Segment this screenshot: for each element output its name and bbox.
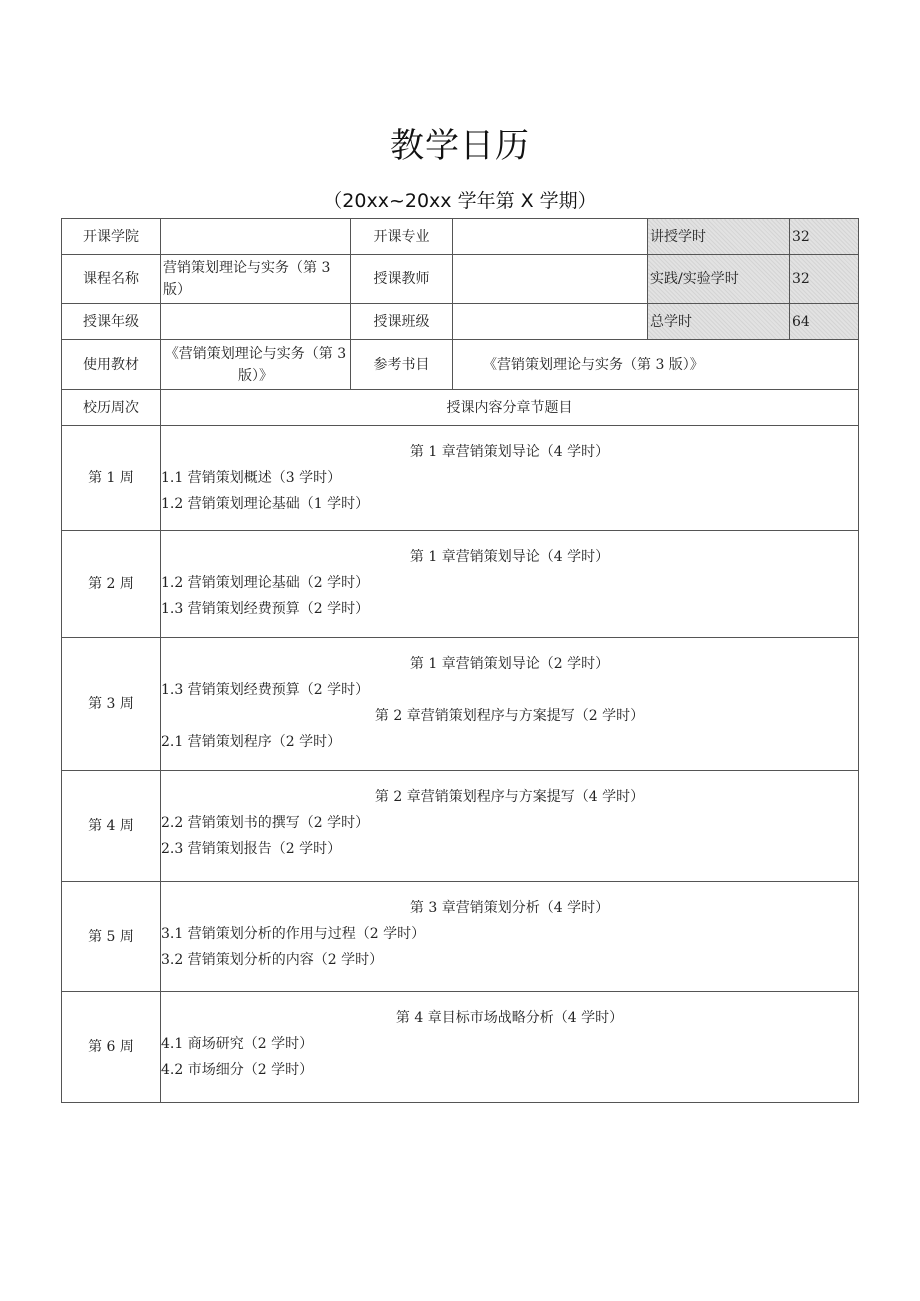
- grade-label: 授课年级: [62, 304, 161, 340]
- section-title: 2.1 营销策划程序（2 学时）: [161, 734, 342, 750]
- section-title: 1.2 营销策划理论基础（1 学时）: [161, 496, 370, 512]
- college-value: [161, 219, 351, 255]
- total-hours-label: 总学时: [648, 304, 790, 340]
- week-row: [62, 771, 859, 882]
- section-title: 4.1 商场研究（2 学时）: [161, 1036, 314, 1052]
- info-row-1: [62, 219, 859, 255]
- chapter-title: 第 1 章营销策划导论（4 学时）: [409, 549, 610, 565]
- page-title: 教学日历: [390, 126, 530, 166]
- course-value: 营销策划理论与实务（第 3 版）: [161, 255, 351, 304]
- info-row-2: [62, 255, 859, 304]
- content-column-header: 授课内容分章节题目: [161, 390, 859, 426]
- week-content: [161, 426, 859, 531]
- chapter-title: 第 3 章营销策划分析（4 学时）: [409, 900, 610, 916]
- class-label: 授课班级: [351, 304, 453, 340]
- practice-hours-value: 32: [790, 255, 859, 304]
- info-row-4: [62, 340, 859, 390]
- week-label: 第 5 周: [62, 882, 161, 992]
- college-label: 开课学院: [62, 219, 161, 255]
- section-title: 1.3 营销策划经费预算（2 学时）: [161, 682, 370, 698]
- week-row: [62, 992, 859, 1103]
- week-content: [161, 992, 859, 1103]
- lecture-hours-value: 32: [790, 219, 859, 255]
- week-row: [62, 531, 859, 638]
- major-label: 开课专业: [351, 219, 453, 255]
- practice-hours-label: 实践/实验学时: [648, 255, 790, 304]
- teaching-calendar-table: [61, 218, 859, 1103]
- week-content: [161, 531, 859, 638]
- week-content: [161, 638, 859, 771]
- week-content: [161, 882, 859, 992]
- total-hours-value: 64: [790, 304, 859, 340]
- chapter-title: 第 4 章目标市场战略分析（4 学时）: [395, 1010, 624, 1026]
- section-title: 1.1 营销策划概述（3 学时）: [161, 470, 342, 486]
- section-title: 2.3 营销策划报告（2 学时）: [161, 841, 342, 857]
- chapter-title: 第 2 章营销策划程序与方案提写（2 学时）: [374, 708, 645, 724]
- week-label: 第 4 周: [62, 771, 161, 882]
- page-subtitle: （20xx~20xx 学年第 X 学期）: [323, 190, 597, 212]
- content-header-row: [62, 390, 859, 426]
- week-label: 第 1 周: [62, 426, 161, 531]
- section-title: 1.3 营销策划经费预算（2 学时）: [161, 601, 370, 617]
- section-title: 3.2 营销策划分析的内容（2 学时）: [161, 952, 384, 968]
- teacher-value: [453, 255, 648, 304]
- course-label: 课程名称: [62, 255, 161, 304]
- textbook-value: 《营销策划理论与实务（第 3 版）》: [161, 340, 351, 390]
- chapter-title: 第 1 章营销策划导论（4 学时）: [409, 444, 610, 460]
- section-title: 4.2 市场细分（2 学时）: [161, 1062, 314, 1078]
- textbook-label: 使用教材: [62, 340, 161, 390]
- reference-value: 《营销策划理论与实务（第 3 版）》: [453, 340, 859, 390]
- week-column-header: 校历周次: [62, 390, 161, 426]
- week-label: 第 3 周: [62, 638, 161, 771]
- week-label: 第 2 周: [62, 531, 161, 638]
- week-row: [62, 638, 859, 771]
- grade-value: [161, 304, 351, 340]
- info-row-3: [62, 304, 859, 340]
- lecture-hours-label: 讲授学时: [648, 219, 790, 255]
- weeks-body: [62, 426, 859, 1103]
- chapter-title: 第 1 章营销策划导论（2 学时）: [409, 656, 610, 672]
- major-value: [453, 219, 648, 255]
- week-content: [161, 771, 859, 882]
- week-label: 第 6 周: [62, 992, 161, 1103]
- section-title: 2.2 营销策划书的撰写（2 学时）: [161, 815, 370, 831]
- reference-label: 参考书目: [351, 340, 453, 390]
- section-title: 1.2 营销策划理论基础（2 学时）: [161, 575, 370, 591]
- section-title: 3.1 营销策划分析的作用与过程（2 学时）: [161, 926, 426, 942]
- chapter-title: 第 2 章营销策划程序与方案提写（4 学时）: [374, 789, 645, 805]
- class-value: [453, 304, 648, 340]
- teacher-label: 授课教师: [351, 255, 453, 304]
- week-row: [62, 882, 859, 992]
- week-row: [62, 426, 859, 531]
